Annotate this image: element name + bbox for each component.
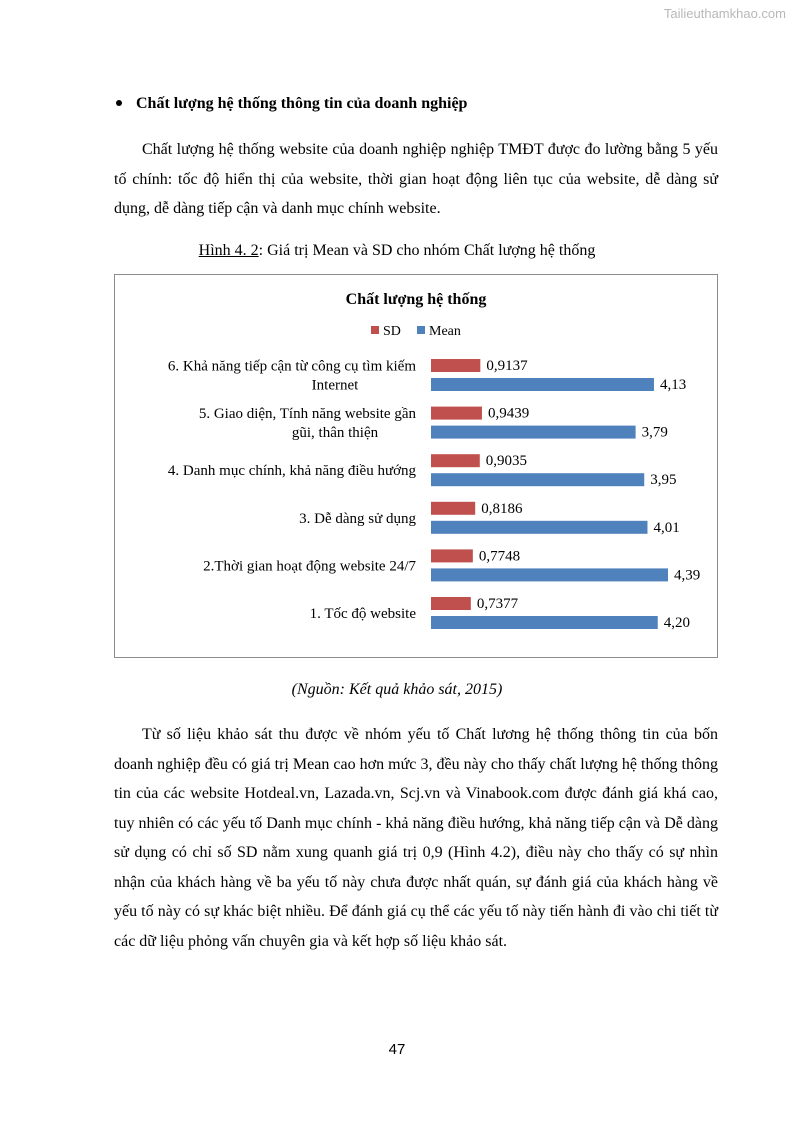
data-label-mean: 4,20 (663, 615, 690, 631)
bar-sd (431, 502, 475, 515)
bullet-icon (116, 100, 122, 106)
data-label-sd: 0,8186 (481, 500, 523, 517)
legend-label-mean: Mean (429, 324, 461, 339)
paragraph-intro: Chất lượng hệ thống website của doanh nghiệp nghiệp TMĐT được đo lường bằng 5 yếu tố chính: tốc độ hiển thị của website, thời gian hoạt động liên tục của website, dễ dàng sử dụng, dễ dàng tiếp cận và danh mục chính website. (114, 141, 718, 217)
data-label-mean: 3,95 (650, 472, 677, 489)
data-label-sd: 0,9035 (485, 453, 528, 470)
category-label: gũi, thân thiện (291, 425, 379, 442)
chart-frame (114, 274, 718, 658)
bar-sd (431, 454, 480, 467)
category-label: 6. Khả năng tiếp cận từ công cụ tìm kiếm (167, 358, 416, 375)
data-label-mean: 4,39 (674, 567, 701, 584)
figure-caption (0, 242, 794, 260)
category-label: 3. Dễ dàng sử dụng (299, 510, 416, 527)
bar-mean (431, 616, 658, 629)
paragraph-analysis: Từ số liệu khảo sát thu được về nhóm yếu tố Chất lương hệ thống thông tin của bốn doanh nghiệp đều có giá trị Mean cao hơn mức 3, đều này cho thấy chất lượng hệ thống thông tin của các website Hotdeal.vn, Lazada.vn, Scj.vn và Vinabook.com được đánh giá khá cao, tuy nhiên có các yếu tố Danh mục chính - khả năng điều hướng, khả năng tiếp cận và Dễ dàng sử dụng có chỉ số SD nằm xung quanh giá trị 0,9 (Hình 4.2), điều này cho thấy có sự nhìn nhận của khách hàng về ba yếu tố này chưa được nhất quán, sự đánh giá của khách hàng về yếu tố này có sự khác biệt nhiều. Để đánh giá cụ thể các yếu tố này tiến hành đi vào chi tiết từ các dữ liệu phỏng vấn chuyên gia và kết hợp số liệu khảo sát. (114, 726, 718, 950)
bar-sd (431, 359, 480, 372)
bar-sd (431, 549, 473, 562)
legend-swatch-sd (371, 326, 379, 334)
category-label: 2.Thời gian hoạt động website 24/7 (203, 558, 416, 575)
legend-label-sd: SD (383, 324, 401, 339)
data-label-sd: 0,9137 (486, 358, 528, 374)
data-label-sd: 0,7377 (476, 596, 519, 612)
bar-mean (431, 378, 654, 391)
legend-swatch-mean (417, 326, 425, 334)
bar-mean (431, 521, 647, 534)
data-label-mean: 4,13 (659, 377, 687, 393)
data-label-sd: 0,7748 (478, 548, 521, 565)
category-label: Internet (311, 377, 359, 394)
data-label-mean: 4,01 (653, 519, 680, 536)
section-heading-text: Chất lượng hệ thống thông tin của doanh nghiệp (136, 95, 468, 112)
category-label: 1. Tốc độ website (309, 606, 416, 622)
data-label-mean: 3,79 (641, 424, 668, 441)
bar-sd (431, 407, 482, 420)
source-note: (Nguồn: Kết quả khảo sát, 2015) (291, 681, 503, 698)
page-number: 47 (388, 1041, 406, 1058)
bar-mean (431, 568, 668, 581)
category-label: 4. Danh mục chính, khả năng điều hướng (167, 463, 416, 480)
data-label-sd: 0,9439 (487, 405, 530, 422)
section-heading (114, 95, 724, 113)
bar-mean (431, 426, 636, 439)
bar-chart (115, 275, 717, 657)
category-label: 5. Giao diện, Tính năng website gần (198, 406, 416, 423)
figure-caption-text: : Giá trị Mean và SD cho nhóm Chất lượng hệ thống (258, 242, 596, 259)
bar-mean (431, 473, 644, 486)
watermark: Tailieuthamkhao.com (663, 6, 786, 21)
bar-sd (431, 597, 471, 610)
chart-title: Chất lượng hệ thống (345, 291, 487, 308)
figure-label: Hình 4. 2 (198, 242, 259, 259)
